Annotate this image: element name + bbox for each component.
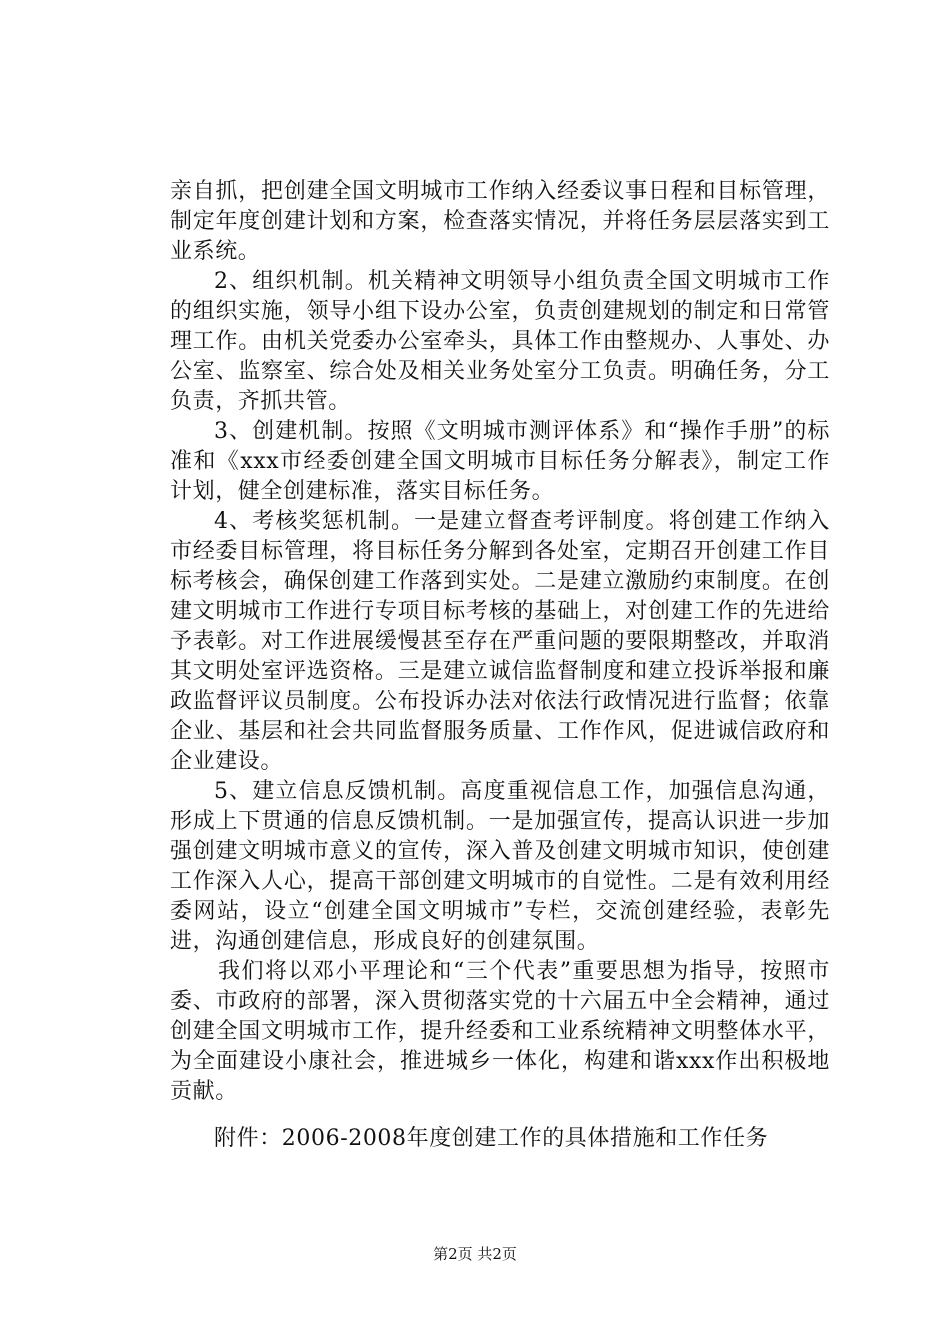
paragraph-organization-mechanism: 2、组织机制。机关精神文明领导小组负责全国文明城市工作的组织实施，领导小组下设办公室，负责创建规划的制定和日常管理工作。由机关党委办公室牵头，具体工作由整规办、人事处、办公室、监察室、综合处及相关业务处室分工负责。明确任务，分工负责，齐抓共管。	[170, 269, 830, 414]
paragraph-conclusion: 我们将以邓小平理论和“三个代表”重要思想为指导，按照市委、市政府的部署，深入贯彻落实党的十六届五中全会精神，通过创建全国文明城市工作，提升经委和工业系统精神文明整体水平，为全面建设小康社会，推进城乡一体化，构建和谐xxx作出积极地贡献。	[170, 959, 830, 1104]
document-body	[170, 177, 830, 1107]
paragraph-feedback-mechanism: 5、建立信息反馈机制。高度重视信息工作，加强信息沟通，形成上下贯通的信息反馈机制。一是加强宣传，提高认识进一步加强创建文明城市意义的宣传，深入普及创建文明城市知识，使创建工作深入人心，提高干部创建文明城市的自觉性。二是有效利用经委网站，设立“创建全国文明城市”专栏，交流创建经验，表彰先进，沟通创建信息，形成良好的创建氛围。	[170, 779, 830, 954]
paragraph-creation-mechanism: 3、创建机制。按照《文明城市测评体系》和“操作手册”的标准和《xxx市经委创建全国文明城市目标任务分解表》，制定工作计划，健全创建标准，落实目标任务。	[170, 419, 830, 504]
attachment-note: 附件：2006-2008年度创建工作的具体措施和工作任务	[214, 1126, 769, 1151]
paragraph-assessment-mechanism: 4、考核奖惩机制。一是建立督查考评制度。将创建工作纳入市经委目标管理，将目标任务分解到各处室，定期召开创建工作目标考核会，确保创建工作落到实处。二是建立激励约束制度。在创建文明城市工作进行专项目标考核的基础上，对创建工作的先进给予表彰。对工作进展缓慢甚至存在严重问题的要限期整改，并取消其文明处室评选资格。三是建立诚信监督制度和建立投诉举报和廉政监督评议员制度。公布投诉办法对依法行政情况进行监督；依靠企业、基层和社会共同监督服务质量、工作作风，促进诚信政府和企业建设。	[170, 509, 830, 774]
paragraph-continuation: 亲自抓，把创建全国文明城市工作纳入经委议事日程和目标管理，制定年度创建计划和方案，检查落实情况，并将任务层层落实到工业系统。	[170, 179, 830, 264]
page-footer	[0, 1244, 950, 1264]
page-number-label: 第2页 共2页	[433, 1245, 517, 1263]
